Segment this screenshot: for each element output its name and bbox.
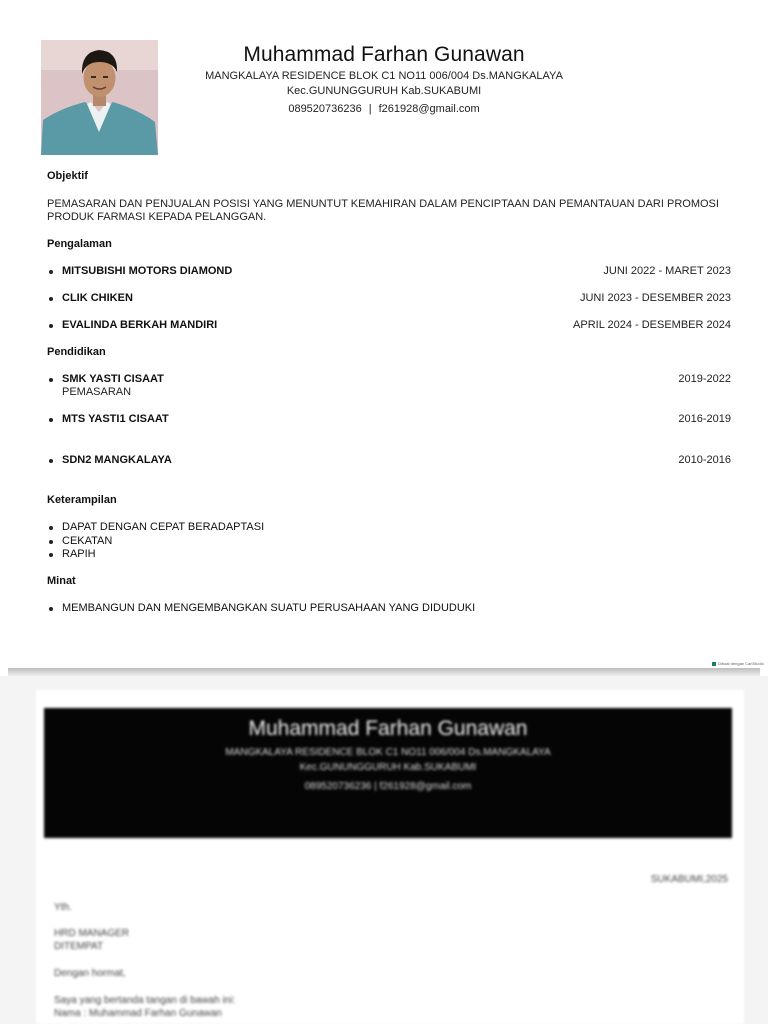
- section-heading-experience: Pengalaman: [47, 238, 112, 250]
- contact-separator: |: [368, 103, 372, 115]
- section-heading-interests: Minat: [47, 575, 76, 587]
- skill-label: CEKATAN: [62, 535, 113, 547]
- education-school: SDN2 MANGKALAYA: [62, 454, 172, 466]
- address-line-2: Kec.GUNUNGGURUH Kab.SUKABUMI: [286, 85, 482, 97]
- candidate-name: Muhammad Farhan Gunawan: [243, 43, 525, 66]
- page-divider: [8, 668, 760, 676]
- letter-address-line-2: Kec.GUNUNGGURUH Kab.SUKABUMI: [299, 762, 477, 773]
- objective-text: PEMASARAN DAN PENJUALAN POSISI YANG MENUNTUT KEMAHIRAN DALAM PENCIPTAAN DAN PEMANTAUAN DARI PROMOSI PRODUK FARMASI KEPADA PELANGGAN.: [47, 198, 719, 223]
- education-date: 2010-2016: [678, 454, 731, 466]
- experience-date: JUNI 2023 - DESEMBER 2023: [579, 292, 731, 304]
- education-major: PEMASARAN: [62, 386, 132, 398]
- letter-candidate-name: Muhammad Farhan Gunawan: [248, 717, 528, 740]
- email-address: f261928@gmail.com: [378, 103, 480, 115]
- section-heading-objective: Objektif: [47, 170, 88, 182]
- education-date: 2016-2019: [678, 413, 731, 425]
- resume-header: [160, 42, 608, 116]
- letter-greeting: Dengan hormat,: [54, 968, 126, 979]
- experience-date: JUNI 2022 - MARET 2023: [603, 265, 731, 277]
- creator-badge: Dibuat dengan CanStudio: [712, 661, 764, 666]
- skill-label: RAPIH: [62, 548, 96, 560]
- skill-label: DAPAT DENGAN CEPAT BERADAPTASI: [62, 521, 265, 533]
- education-school: MTS YASTI1 CISAAT: [62, 413, 169, 425]
- experience-company: CLIK CHIKEN: [62, 292, 133, 304]
- interest-label: MEMBANGUN DAN MENGEMBANGKAN SUATU PERUSAHAAN YANG DIDUDUKI: [62, 602, 476, 614]
- letter-recipient-place: DITEMPAT: [54, 941, 104, 952]
- cover-letter-page: [36, 690, 744, 1024]
- section-heading-skills: Keterampilan: [47, 494, 117, 506]
- letter-address-line-1: MANGKALAYA RESIDENCE BLOK C1 NO11 006/004 Ds.MANGKALAYA: [225, 747, 551, 758]
- letter-intro: Saya yang bertanda tangan di bawah ini:: [54, 995, 236, 1006]
- phone-number: 089520736236: [288, 103, 362, 115]
- profile-photo: [41, 40, 158, 155]
- experience-company: EVALINDA BERKAH MANDIRI: [62, 319, 218, 331]
- experience-date: APRIL 2024 - DESEMBER 2024: [573, 319, 731, 331]
- letter-city-date: SUKABUMI,2025: [650, 874, 728, 885]
- education-date: 2019-2022: [678, 373, 731, 385]
- experience-company: MITSUBISHI MOTORS DIAMOND: [62, 265, 233, 277]
- letter-contact-line: 089520736236 | f261928@gmail.com: [304, 781, 472, 792]
- letter-name-line: Nama : Muhammad Farhan Gunawan: [54, 1008, 222, 1019]
- contact-line: [160, 102, 608, 116]
- letter-header-banner: [44, 708, 732, 838]
- letter-recipient-title: HRD MANAGER: [54, 928, 130, 939]
- letter-to: Yth.: [54, 902, 72, 913]
- education-school: SMK YASTI CISAAT: [62, 373, 164, 385]
- section-heading-education: Pendidikan: [47, 346, 106, 358]
- address-line-1: MANGKALAYA RESIDENCE BLOK C1 NO11 006/004 Ds.MANGKALAYA: [205, 70, 563, 82]
